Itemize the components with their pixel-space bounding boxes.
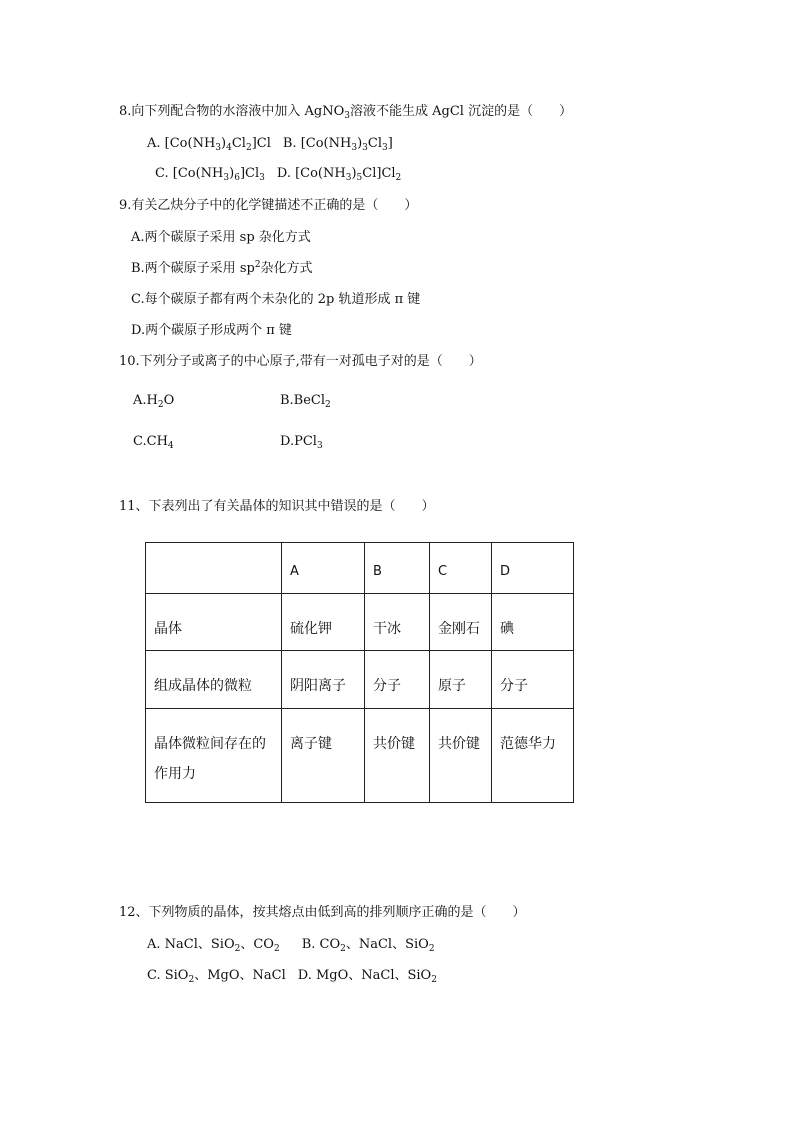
q10-option-d: D.PCl$_3$ — [280, 434, 323, 451]
q12-option-a: A. NaCl、SiO$_2$、$CO_2$ — [147, 937, 280, 954]
table-cell: 晶体 — [146, 594, 282, 651]
table-row — [146, 651, 574, 709]
q8-option-d: D. $[Co(NH_3)_5Cl]Cl_2$ — [276, 166, 402, 183]
q8-stem: 8.向下列配合物的水溶液中加入 AgNO$_3$溶液不能生成 AgCl 沉淀的是（ ） — [119, 104, 573, 121]
table-cell: 阴阳离子 — [282, 651, 365, 709]
q8-option-c: C. $[Co(NH_3)_6]Cl_3$ — [155, 166, 265, 183]
q8-options-cd — [155, 166, 401, 182]
table-cell: 晶体微粒间存在的作用力 — [146, 709, 282, 803]
q8-option-a: A. $[Co(NH_3)_4Cl_2]Cl$ — [147, 136, 271, 153]
q12-options-cd — [147, 968, 437, 984]
table-cell: 组成晶体的微粒 — [146, 651, 282, 709]
table-cell: 分子 — [492, 651, 574, 709]
table-cell: 碘 — [492, 594, 574, 651]
q12-options-ab — [147, 937, 435, 953]
q9-option-d: D.两个碳原子形成两个 π 键 — [131, 323, 292, 338]
table-cell: 原子 — [430, 651, 492, 709]
q12-option-b: B. $CO_2$、NaCl、SiO$_2$ — [301, 937, 435, 954]
table-header-cell: D — [492, 543, 574, 594]
q10-option-a: $A.H_2O$ — [133, 393, 175, 410]
table-row — [146, 709, 574, 803]
crystal-table — [145, 542, 574, 803]
table-header-cell — [146, 543, 282, 594]
table-header-cell: B — [365, 543, 430, 594]
q11-stem: 11、下表列出了有关晶体的知识其中错误的是（ ） — [119, 499, 435, 514]
q8-options-ab — [147, 136, 393, 152]
table-header-row — [146, 543, 574, 594]
table-cell: 金刚石 — [430, 594, 492, 651]
q9-stem: 9.有关乙炔分子中的化学键描述不正确的是（ ） — [119, 198, 418, 213]
q12-option-c: C. SiO$_2$、MgO、NaCl — [147, 968, 286, 985]
table-cell: 干冰 — [365, 594, 430, 651]
q8-option-b: B. $[Co(NH_3)_3Cl_3]$ — [282, 136, 393, 153]
table-cell: 范德华力 — [492, 709, 574, 803]
table-row — [146, 594, 574, 651]
table-cell: 共价键 — [430, 709, 492, 803]
q9-option-b: B.两个碳原子采用 $sp^2$杂化方式 — [131, 260, 313, 276]
q9-option-a: A.两个碳原子采用 sp 杂化方式 — [131, 230, 311, 245]
table-header-cell: C — [430, 543, 492, 594]
table-header-cell: A — [282, 543, 365, 594]
table-cell: 离子键 — [282, 709, 365, 803]
q12-option-d: D. MgO、NaCl、SiO$_2$ — [297, 968, 437, 985]
table-cell: 共价键 — [365, 709, 430, 803]
q10-option-b: B.BeCl$_2$ — [280, 393, 331, 410]
q10-stem: 10.下列分子或离子的中心原子,带有一对孤电子对的是（ ） — [119, 354, 482, 369]
q9-option-c: C.每个碳原子都有两个未杂化的 2p 轨道形成 π 键 — [131, 292, 421, 307]
table-cell: 分子 — [365, 651, 430, 709]
q10-option-c: $C.CH_4$ — [133, 434, 174, 451]
q12-stem: 12、下列物质的晶体，按其熔点由低到高的排列顺序正确的是（ ） — [119, 905, 526, 920]
table-cell: 硫化钾 — [282, 594, 365, 651]
